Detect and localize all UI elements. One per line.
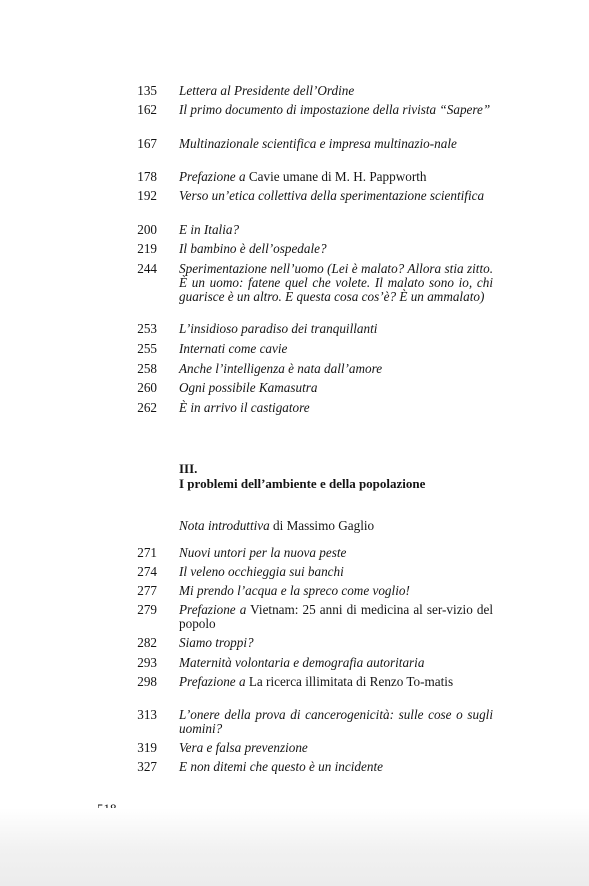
entry-page: 135	[137, 83, 157, 98]
entry-title: Prefazione a La ricerca illimitata di Renzo To-matis	[179, 674, 454, 689]
entry-title: Prefazione a Cavie umane di M. H. Pappworth	[179, 169, 427, 184]
entry-page: 279	[137, 602, 157, 617]
entry-title: Lettera al Presidente dell’Ordine	[179, 83, 355, 98]
entry-page: 192	[137, 188, 157, 203]
entry-title: Ogni possibile Kamasutra	[179, 380, 318, 395]
introductory-note: Nota introduttiva di Massimo Gaglio	[179, 518, 375, 533]
entry-page: 200	[137, 222, 157, 237]
entry-title: Multinazionale scientifica e impresa multinazio-nale	[179, 136, 457, 151]
entry-title: Sperimentazione nell’uomo (Lei è malato? Allora stia zitto. È un uomo: fatene quel che volete. Il malato sono io, chi guarisce è un altro. E questa cosa cos’è? È un ammalato)	[179, 261, 493, 304]
entry-title: L’insidioso paradiso dei tranquillanti	[179, 321, 378, 336]
entry-page: 319	[137, 740, 157, 755]
entry-page: 255	[137, 341, 157, 356]
entry-title: Prefazione a Vietnam: 25 anni di medicina al ser-vizio del popolo	[179, 602, 493, 631]
section-number: III.	[179, 461, 198, 476]
entry-title: È in arrivo il castigatore	[179, 400, 310, 415]
section-title: I problemi dell’ambiente e della popolazione	[179, 476, 426, 491]
entry-title: Maternità volontaria e demografia autoritaria	[179, 655, 425, 670]
entry-page: 219	[137, 241, 157, 256]
entry-page: 178	[137, 169, 157, 184]
entry-title: Siamo troppi?	[179, 635, 254, 650]
entry-page: 327	[137, 759, 157, 774]
entry-page: 260	[137, 380, 157, 395]
entry-title: Il primo documento di impostazione della rivista “Sapere”	[179, 102, 491, 117]
entry-title: L’onere della prova di cancerogenicità: sulle cose o sugli uomini?	[179, 707, 493, 736]
page-bottom-shadow	[0, 808, 589, 886]
entry-page: 271	[137, 545, 157, 560]
entry-page: 253	[137, 321, 157, 336]
entry-title: Il veleno occhieggia sui banchi	[179, 564, 344, 579]
entry-page: 277	[137, 583, 157, 598]
entry-page: 167	[137, 136, 157, 151]
entry-title: Vera e falsa prevenzione	[179, 740, 308, 755]
entry-title: E in Italia?	[179, 222, 240, 237]
entry-title: Mi prendo l’acqua e la spreco come voglio!	[179, 583, 410, 598]
entry-page: 162	[137, 102, 157, 117]
entry-page: 258	[137, 361, 157, 376]
entry-page: 274	[137, 564, 157, 579]
entry-page: 282	[137, 635, 157, 650]
entry-title: Il bambino è dell’ospedale?	[179, 241, 327, 256]
entry-title: Internati come cavie	[179, 341, 288, 356]
entry-page: 313	[137, 707, 157, 722]
entry-page: 293	[137, 655, 157, 670]
entry-title: Anche l’intelligenza è nata dall’amore	[179, 361, 383, 376]
entry-title: Verso un’etica collettiva della sperimentazione scientifica	[179, 188, 485, 203]
entry-page: 298	[137, 674, 157, 689]
entry-page: 262	[137, 400, 157, 415]
entry-title: E non ditemi che questo è un incidente	[179, 759, 383, 774]
entry-page: 244	[137, 261, 157, 276]
entry-title: Nuovi untori per la nuova peste	[179, 545, 347, 560]
